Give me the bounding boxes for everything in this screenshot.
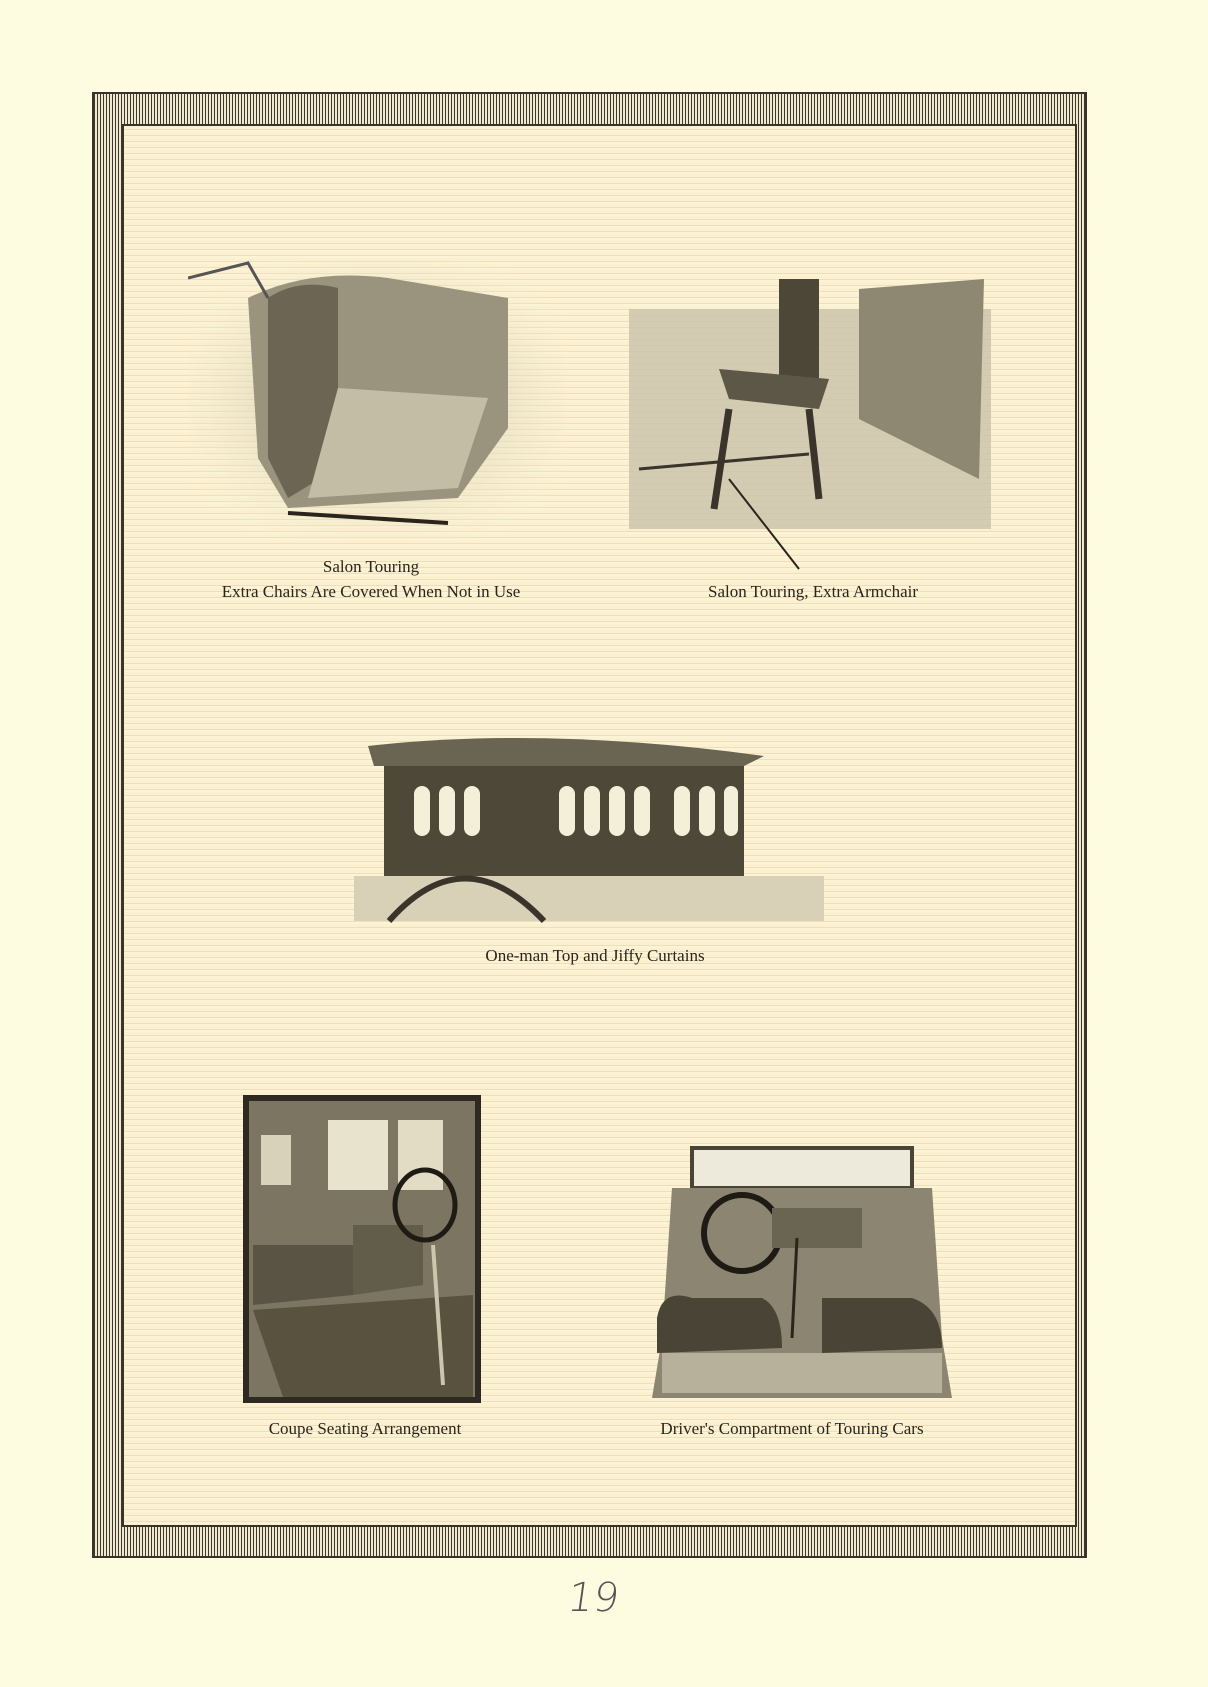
caption-drivers-compartment: Driver's Compartment of Touring Cars [660,1419,924,1438]
caption-one-man-top: One-man Top and Jiffy Curtains [485,946,705,965]
photo-salon-touring-extra-chairs [188,258,566,540]
caption-salon-touring-subtitle: Extra Chairs Are Covered When Not in Use [221,582,521,601]
photo-drivers-compartment [642,1138,958,1410]
caption-salon-touring-title: Salon Touring [322,557,420,576]
caption-salon-touring-armchair: Salon Touring, Extra Armchair [707,582,919,601]
handwritten-page-number: 19 [564,1575,623,1621]
photo-salon-touring-armchair [629,269,991,571]
photo-one-man-top-jiffy-curtains [344,726,834,926]
photo-coupe-seating [243,1095,481,1403]
caption-coupe-seating: Coupe Seating Arrangement [268,1419,462,1438]
